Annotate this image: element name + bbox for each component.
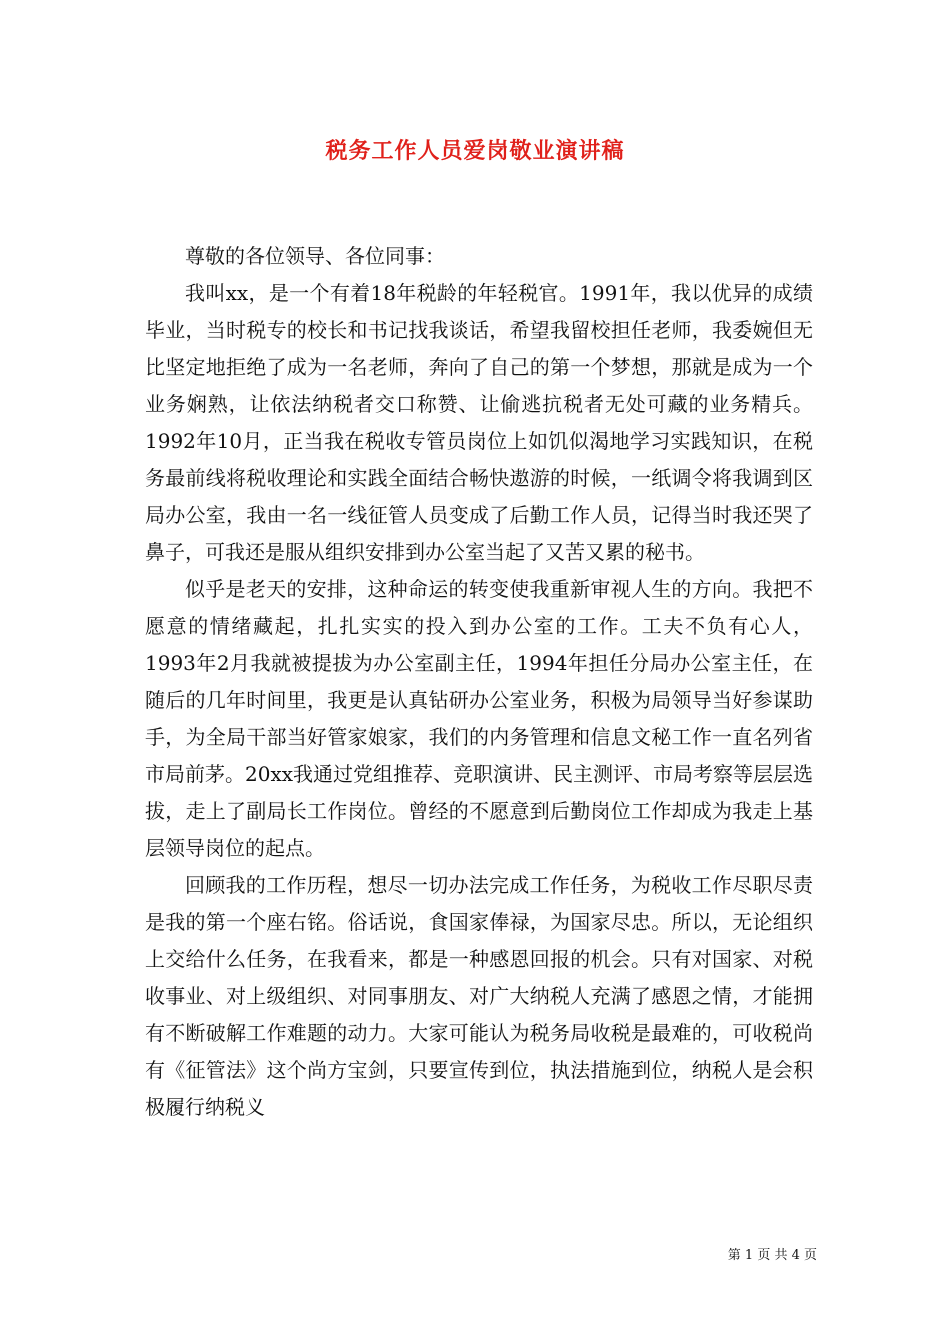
document-body (145, 238, 813, 1126)
greeting: 尊敬的各位领导、各位同事： (185, 244, 445, 268)
page-number: 第 1 页 共 4 页 (727, 1248, 817, 1263)
paragraph-1: 我叫xx，是一个有着18年税龄的年轻税官。1991年，我以优异的成绩毕业，当时税专的校长和书记找我谈话，希望我留校担任老师，我委婉但无比坚定地拒绝了成为一名老师，奔向了自己的第一个梦想，那就是成为一个业务娴熟，让依法纳税者交口称赞、让偷逃抗税者无处可藏的业务精兵。1992年10月，正当我在税收专管员岗位上如饥似渴地学习实践知识，在税务最前线将税收理论和实践全面结合畅快遨游的时候，一纸调令将我调到区局办公室，我由一名一线征管人员变成了后勤工作人员，记得当时我还哭了鼻子，可我还是服从组织安排到办公室当起了又苦又累的秘书。 (145, 281, 813, 564)
paragraph-3: 回顾我的工作历程，想尽一切办法完成工作任务，为税收工作尽职尽责是我的第一个座右铭。俗话说，食国家俸禄，为国家尽忠。所以，无论组织上交给什么任务，在我看来，都是一种感恩回报的机会。只有对国家、对税收事业、对上级组织、对同事朋友、对广大纳税人充满了感恩之情，才能拥有不断破解工作难题的动力。大家可能认为税务局收税是最难的，可收税尚有《征管法》这个尚方宝剑，只要宣传到位，执法措施到位，纳税人是会积极履行纳税义 (145, 873, 813, 1119)
paragraph-2: 似乎是老天的安排，这种命运的转变使我重新审视人生的方向。我把不愿意的情绪藏起，扎扎实实的投入到办公室的工作。工夫不负有心人，1993年2月我就被提拔为办公室副主任，1994年担任分局办公室主任，在随后的几年时间里，我更是认真钻研办公室业务，积极为局领导当好参谋助手，为全局干部当好管家娘家，我们的内务管理和信息文秘工作一直名列省市局前茅。20xx我通过党组推荐、竞职演讲、民主测评、市局考察等层层选拔，走上了副局长工作岗位。曾经的不愿意到后勤岗位工作却成为我走上基层领导岗位的起点。 (145, 577, 814, 860)
document-title: 税务工作人员爱岗敬业演讲稿 (325, 138, 625, 164)
